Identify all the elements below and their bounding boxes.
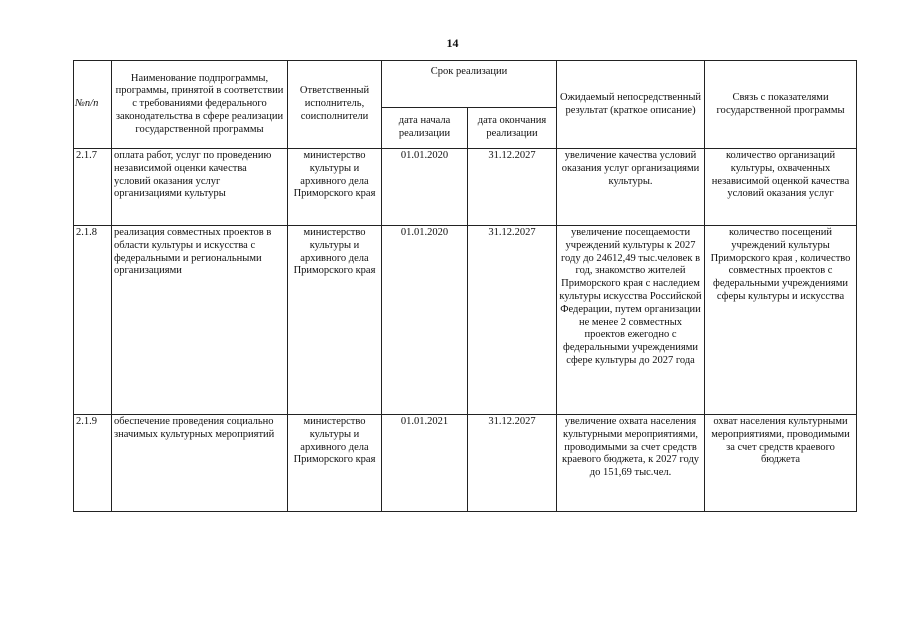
header-number: №п/п	[74, 61, 112, 149]
cell-start: 01.01.2021	[382, 415, 468, 512]
cell-result: увеличение посещаемости учреждений культуры к 2027 году до 24612,49 тыс.человек в год, знакомство жителей Приморского края с наследием культуры искусства Российской Федерации, путем организации не менее 2 совместных проектов ежегодно с федеральными учреждениями сфере культуры до 2027 года	[557, 226, 705, 415]
header-start: дата начала реализации	[382, 108, 468, 149]
cell-link: количество организаций культуры, охваченных независимой оценкой качества условий оказания услуг	[705, 149, 857, 226]
cell-result: увеличение качества условий оказания услуг организациями культуры.	[557, 149, 705, 226]
program-table	[73, 60, 857, 512]
table-row	[74, 226, 857, 415]
cell-link: охват населения культурными мероприятиями, проводимыми за счет средств краевого бюджета	[705, 415, 857, 512]
cell-end: 31.12.2027	[468, 226, 557, 415]
header-row	[74, 61, 857, 108]
cell-number: 2.1.7	[74, 149, 112, 226]
header-end: дата окончания реализации	[468, 108, 557, 149]
header-period: Срок реализации	[382, 61, 557, 108]
cell-executor: министерство культуры и архивного дела Приморского края	[288, 149, 382, 226]
cell-name: реализация совместных проектов в области культуры и искусства с федеральными и региональными организациями	[112, 226, 288, 415]
cell-link: количество посещений учреждений культуры Приморского края , количество совместных проектов с федеральными учреждениями сферы культуры и искусства	[705, 226, 857, 415]
header-executor: Ответственный исполнитель, соисполнители	[288, 61, 382, 149]
header-result: Ожидаемый непосредственный результат (краткое описание)	[557, 61, 705, 149]
cell-start: 01.01.2020	[382, 149, 468, 226]
cell-executor: министерство культуры и архивного дела Приморского края	[288, 226, 382, 415]
cell-end: 31.12.2027	[468, 149, 557, 226]
cell-name: оплата работ, услуг по проведению независимой оценки качества условий оказания услуг организациями культуры	[112, 149, 288, 226]
table-row	[74, 149, 857, 226]
table-row	[74, 415, 857, 512]
header-link: Связь с показателями государственной программы	[705, 61, 857, 149]
cell-end: 31.12.2027	[468, 415, 557, 512]
cell-number: 2.1.8	[74, 226, 112, 415]
header-name: Наименование подпрограммы, программы, принятой в соответствии с требованиями федерального законодательства в сфере реализации государственной программы	[112, 61, 288, 149]
cell-number: 2.1.9	[74, 415, 112, 512]
page-number: 14	[446, 36, 459, 50]
cell-name: обеспечение проведения социально значимых культурных мероприятий	[112, 415, 288, 512]
cell-result: увеличение охвата населения культурными мероприятиями, проводимыми за счет средств краевого бюджета, к 2027 году до 151,69 тыс.чел.	[557, 415, 705, 512]
cell-start: 01.01.2020	[382, 226, 468, 415]
cell-executor: министерство культуры и архивного дела Приморского края	[288, 415, 382, 512]
